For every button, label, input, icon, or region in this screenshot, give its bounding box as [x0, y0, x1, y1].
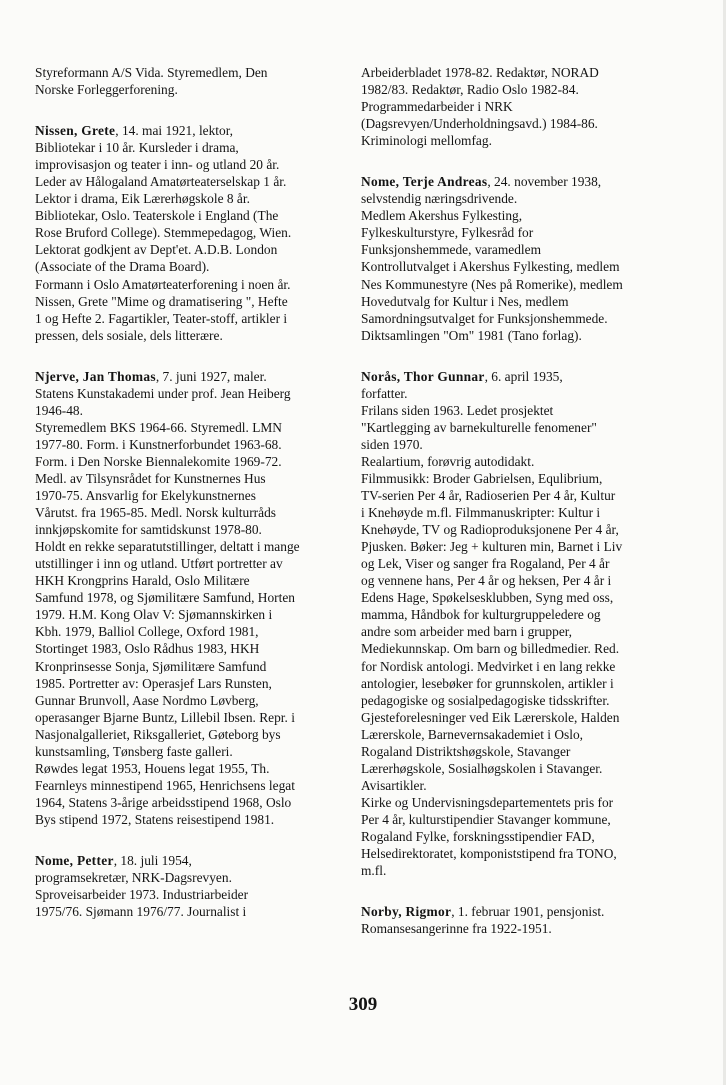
text-line: Lærerskole, Barnevernsakademiet i Oslo, — [361, 726, 583, 742]
text-line: Fearnleys minnestipend 1965, Henrichsens legat — [35, 777, 295, 793]
text-line: andre som arbeider med barn i grupper, — [361, 624, 573, 640]
text-line: 1 og Hefte 2. Fagartikler, Teater-stoff, artikler i — [35, 310, 288, 326]
entry-heading — [361, 368, 693, 385]
text-line: Form. i Den Norske Biennalekomite 1969-72. — [35, 453, 282, 469]
text-line: "Kartlegging av barnekulturelle fenomener" — [361, 419, 597, 435]
continuation-entry — [35, 64, 335, 98]
text-line: Samfund 1978, og Sjømilitære Samfund, Horten — [35, 590, 295, 606]
entry-heading — [35, 122, 335, 139]
text-line: kunstsamling, Tønsberg faste galleri. — [35, 743, 233, 759]
text-line: Frilans siden 1963. Ledet prosjektet — [361, 402, 554, 418]
text-line: Samordningsutvalget for Funksjonshemmede. — [361, 310, 608, 326]
text-line: mamma, Håndbok for kulturgruppeledere og — [361, 607, 601, 623]
text-line: 1970-75. Ansvarlig for Ekelykunstnernes — [35, 488, 256, 504]
text-line: for Nordisk antologi. Medvirket i en lang rekke — [361, 658, 616, 674]
text-line: Kbh. 1979, Balliol College, Oxford 1981, — [35, 624, 259, 640]
text-line: Programmedarbeider i NRK — [361, 99, 513, 115]
text-line: antologier, lesebøker for grunnskolen, artikler i — [361, 675, 614, 691]
entry-name: Norby, Rigmor — [361, 904, 452, 920]
text-line: m.fl. — [361, 863, 387, 879]
left-column — [35, 64, 335, 944]
text-line: 1975/76. Sjømann 1976/77. Journalist i — [35, 904, 247, 920]
text-line: Rose Bruford College). Stemmepedagog, Wien. — [35, 225, 292, 241]
text-line: og Lek, Viser og sanger fra Rogaland, Per 4 år — [361, 556, 610, 572]
entry-lead: , 24. november 1938, — [487, 174, 602, 190]
entry-norby-rigmor — [361, 903, 693, 937]
text-line: Knehøyde, TV og Radioproduksjonene Per 4 år, — [361, 522, 619, 538]
text-line: innkjøpskomite for samtidskunst 1978-80. — [35, 522, 262, 538]
text-line: Sproveisarbeider 1973. Industriarbeider — [35, 887, 249, 903]
text-line: operasanger Bjarne Buntz, Lillebil Ibsen. Repr. i — [35, 709, 295, 725]
entry-lead: , 7. juni 1927, maler. — [155, 368, 267, 384]
text-line: Romansesangerinne fra 1922-1951. — [361, 921, 552, 937]
text-line: programsekretær, NRK-Dagsrevyen. — [35, 870, 232, 886]
text-line: 1964, Statens 3-årige arbeidsstipend 1968, Oslo — [35, 794, 292, 810]
text-line: Pjusken. Bøker: Jeg + kulturen min, Barnet i Liv — [361, 539, 623, 555]
text-line: Nasjonalgalleriet, Riksgalleriet, Gøteborg bys — [35, 726, 281, 742]
text-line: Statens Kunstakademi under prof. Jean Heiberg — [35, 385, 291, 401]
text-line: selvstendig næringsdrivende. — [361, 191, 518, 207]
entry-lead: , 14. mai 1921, lektor, — [115, 123, 233, 139]
text-line: pressen, dels sosiale, dels litterære. — [35, 327, 223, 343]
text-line: Rogaland Fylke, forskningsstipendier FAD, — [361, 828, 595, 844]
entry-heading — [35, 852, 335, 869]
text-line: Rogaland Distriktshøgskole, Stavanger — [361, 743, 571, 759]
text-line: forfatter. — [361, 385, 408, 401]
text-line: Vårutst. fra 1965-85. Medl. Norsk kulturråds — [35, 505, 276, 521]
entry-name: Norås, Thor Gunnar — [361, 368, 485, 384]
text-line: 1946-48. — [35, 402, 83, 418]
text-line: Lektorat godkjent av Dept'et. A.D.B. London — [35, 242, 278, 258]
entry-name: Nome, Terje Andreas — [361, 174, 488, 190]
text-line: i Knehøyde m.fl. Filmmanuskripter: Kultur i — [361, 505, 601, 521]
continuation-entry — [361, 64, 693, 149]
text-line: Diktsamlingen "Om" 1981 (Tano forlag). — [361, 327, 582, 343]
text-line: Fylkeskulturstyre, Fylkesråd for — [361, 225, 534, 241]
text-line: 1985. Portretter av: Operasjef Lars Runsten, — [35, 675, 272, 691]
text-line: Nes Kommunestyre (Nes på Romerike), medlem — [361, 276, 623, 292]
entry-heading — [35, 368, 335, 385]
text-line: Lektor i drama, Eik Lærerhøgskole 8 år. — [35, 191, 250, 207]
text-line: Styreformann A/S Vida. Styremedlem, Den — [35, 65, 268, 80]
page-number: 309 — [348, 994, 378, 1015]
text-line: Funksjonshemmede, varamedlem — [361, 242, 541, 258]
text-line: 1982/83. Redaktør, Radio Oslo 1982-84. — [361, 82, 579, 98]
text-line: Edens Hage, Spøkelsesklubben, Syng med oss, — [361, 590, 614, 606]
text-line: Holdt en rekke separatutstillinger, deltatt i mange — [35, 539, 300, 555]
text-line: Kirke og Undervisningsdepartementets pris for — [361, 794, 614, 810]
text-line: Bibliotekar i 10 år. Kursleder i drama, — [35, 140, 239, 156]
entry-lead: , 1. februar 1901, pensjonist. — [451, 904, 605, 920]
text-line: Styremedlem BKS 1964-66. Styremedl. LMN — [35, 419, 282, 435]
text-line: Bys stipend 1972, Statens reisestipend 1981. — [35, 811, 275, 827]
text-line: HKH Krongprins Harald, Oslo Militære — [35, 573, 250, 589]
text-line: og vennene hans, Per 4 år og heksen, Per 4 år i — [361, 573, 612, 589]
text-line: (Dagsrevyen/Underholdningsavd.) 1984-86. — [361, 116, 598, 132]
text-line: utstillinger i inn og utland. Utført portretter av — [35, 556, 283, 572]
entry-heading — [361, 173, 693, 190]
text-line: Nissen, Grete "Mime og dramatisering ", Hefte — [35, 293, 288, 309]
entry-nome-petter — [35, 852, 335, 920]
text-line: Gunnar Brunvoll, Aase Nordmo Løvberg, — [35, 692, 259, 708]
text-line: TV-serien Per 4 år, Radioserien Per 4 år, Kultur — [361, 488, 616, 504]
text-line: siden 1970. — [361, 436, 423, 452]
text-line: (Associate of the Drama Board). — [35, 259, 210, 275]
text-line: Røwdes legat 1953, Houens legat 1955, Th. — [35, 760, 270, 776]
text-line: Leder av Hålogaland Amatørteaterselskap 1 år. — [35, 174, 287, 190]
entry-name: Njerve, Jan Thomas — [35, 368, 156, 384]
text-line: pedagogiske og sosialpedagogiske tidsskrifter. — [361, 692, 610, 708]
text-line: Bibliotekar, Oslo. Teaterskole i England (The — [35, 208, 279, 224]
text-line: Lærerhøgskole, Sosialhøgskolen i Stavanger. — [361, 760, 603, 776]
entry-heading — [361, 903, 693, 920]
entry-name: Nissen, Grete — [35, 123, 116, 139]
text-line: Stortinget 1983, Oslo Rådhus 1983, HKH — [35, 641, 260, 657]
text-line: Kontrollutvalget i Akershus Fylkesting, medlem — [361, 259, 620, 275]
text-line: Medlem Akershus Fylkesting, — [361, 208, 523, 224]
entry-nome-terje-andreas — [361, 173, 693, 343]
text-line: Avisartikler. — [361, 777, 427, 793]
text-line: Norske Forleggerforening. — [35, 82, 178, 98]
text-line: 1977-80. Form. i Kunstnerforbundet 1963-68. — [35, 436, 282, 452]
text-line: Gjesteforelesninger ved Eik Lærerskole, Halden — [361, 709, 620, 725]
entry-lead: , 18. juli 1954, — [113, 852, 192, 868]
entry-name: Nome, Petter — [35, 852, 114, 868]
text-line: Filmmusikk: Broder Gabrielsen, Equlibrium, — [361, 470, 603, 486]
text-line: Mediekunnskap. Om barn og billedmedier. Red. — [361, 641, 620, 657]
right-column — [361, 64, 693, 961]
text-line: Kronprinsesse Sonja, Sjømilitære Samfund — [35, 658, 267, 674]
text-line: Medl. av Tilsynsrådet for Kunstnernes Hus — [35, 470, 266, 486]
text-line: Formann i Oslo Amatørteaterforening i noen år. — [35, 276, 291, 292]
text-line: Realartium, forøvrig autodidakt. — [361, 453, 535, 469]
entry-lead: , 6. april 1935, — [484, 368, 563, 384]
text-line: Arbeiderbladet 1978-82. Redaktør, NORAD — [361, 65, 599, 80]
entry-noras-thor-gunnar — [361, 368, 693, 879]
text-line: Per 4 år, kulturstipendier Stavanger kommune, — [361, 811, 611, 827]
text-line: Hovedutvalg for Kultur i Nes, medlem — [361, 293, 569, 309]
entry-njerve-jan-thomas — [35, 368, 335, 828]
text-line: 1979. H.M. Kong Olav V: Sjømannskirken i — [35, 607, 273, 623]
text-line: Helsedirektoratet, komponiststipend fra TONO, — [361, 846, 617, 862]
entry-nissen-grete — [35, 122, 335, 344]
text-line: improvisasjon og teater i inn- og utland 20 år. — [35, 157, 280, 173]
text-line: Kriminologi mellomfag. — [361, 133, 492, 149]
